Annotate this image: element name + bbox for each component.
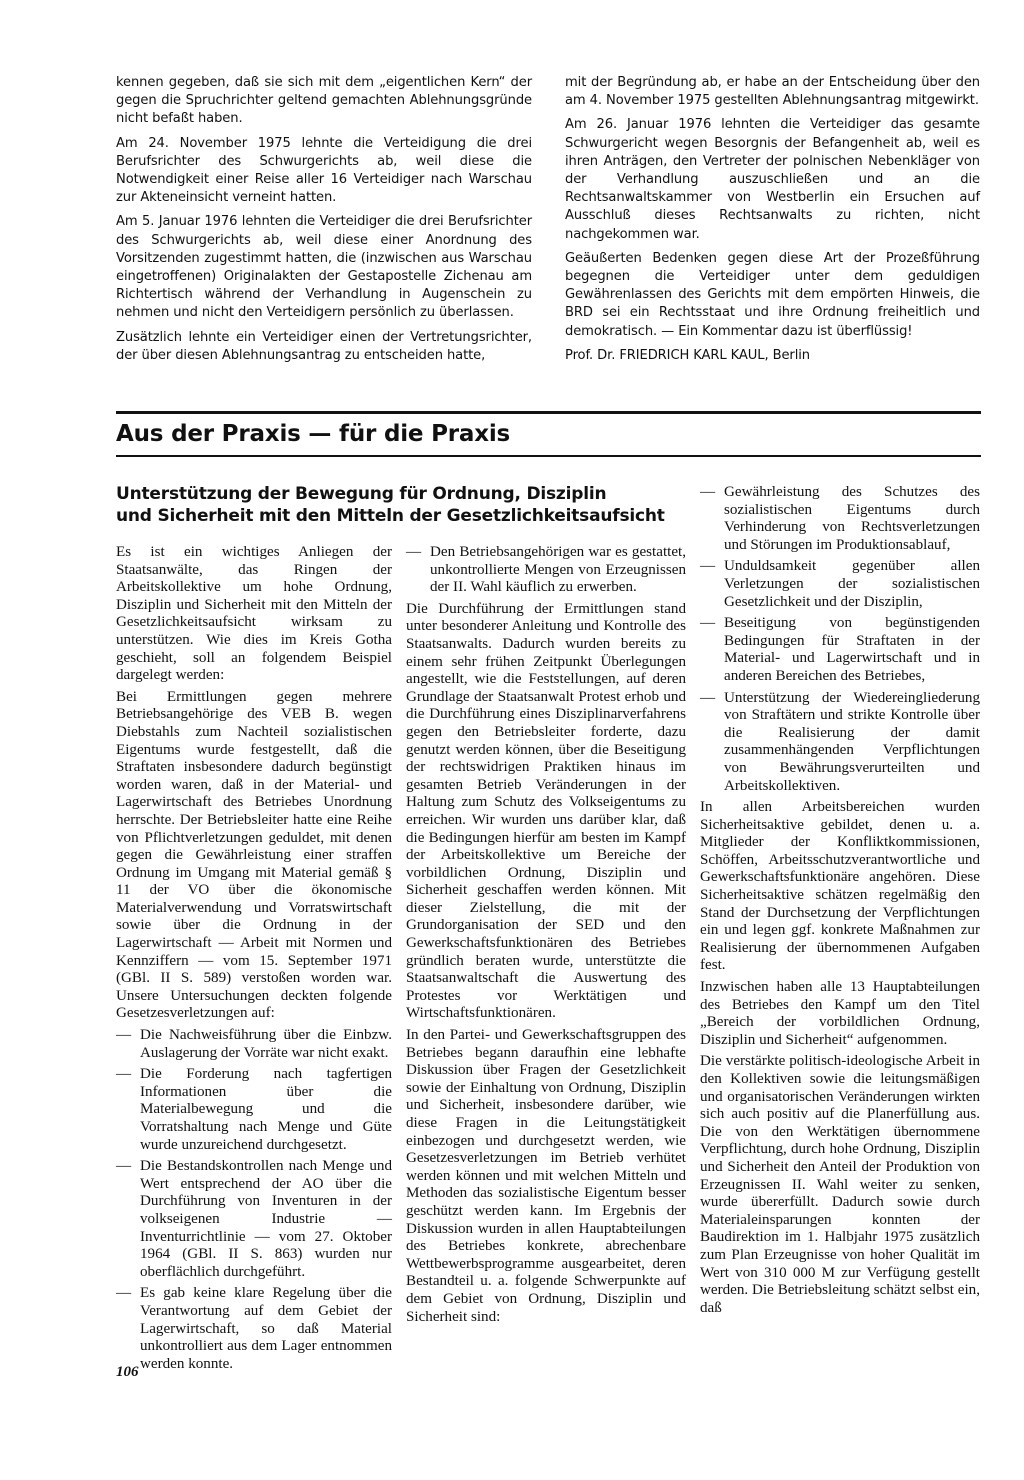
paragraph: Inzwischen haben alle 13 Hauptabteilungen des Betriebes den Kampf um den Titel „Bereich der vorbildlichen Ordnung, Disziplin und Sicherheit“ aufgenommen. xyxy=(700,979,980,1048)
author-signature: Prof. Dr. FRIEDRICH KARL KAUL, Berlin xyxy=(565,347,810,363)
list-item xyxy=(116,1066,392,1154)
list-item-text: Den Betriebsangehörigen war es gestattet, unkontrollierte Mengen von Erzeugnissen der II. Wahl käuflich zu erwerben. xyxy=(430,544,686,596)
list-item xyxy=(700,558,980,611)
list-item xyxy=(700,484,980,554)
list-item-text: Die Bestandskontrollen nach Menge und Wert entsprechend der AO über die Durchführung von Inventuren in der volkseigenen Industrie — Inventurrichtlinie — vom 27. Oktober 1964 (GBl. II S. 863) wurden nur oberflächlich durchgeführt. xyxy=(140,1158,392,1280)
paragraph: Zusätzlich lehnte ein Verteidiger einen der Vertretungsrichter, der über diesen Ablehnungsantrag zu entscheiden hatte, xyxy=(116,329,532,363)
paragraph: Am 5. Januar 1976 lehnten die Verteidiger die drei Berufsrichter des Schwurgerichts ab, weil diese einer Anordnung des Vorsitzenden zugestimmt hatten, die (inzwischen aus Warschau eingetroffenen) Originalakten der Gestapostelle Zichenau am Richtertisch während der Verhandlung in Augenschein zu nehmen und nicht den Verteidigern persönlich zu überlassen. xyxy=(116,214,532,321)
paragraph: Geäußerten Bedenken gegen diese Art der Prozeßführung begegnen die Verteidiger unter dem geduldigen Gewährenlassen des Gerichts mit dem empörten Hinweis, die BRD sei ein Rechtsstaat und ihre Ordnung freiheitlich und demokratisch. — Ein Kommentar dazu ist überflüssig! xyxy=(565,250,980,339)
dash-marker: — xyxy=(700,615,716,632)
article-column-3 xyxy=(700,484,980,1321)
list-item xyxy=(116,1158,392,1281)
list-item xyxy=(116,1285,392,1373)
list-item-text: Die Nachweisführung über die Einbzw. Auslagerung der Vorräte war nicht exakt. xyxy=(140,1027,392,1061)
article-title-line-1: Unterstützung der Bewegung für Ordnung, Disziplin xyxy=(116,484,607,504)
paragraph: In den Partei- und Gewerkschaftsgruppen des Betriebes begann daraufhin eine lebhafte Diskussion über Fragen der Gesetzlichkeit sowie der Einhaltung von Ordnung, Disziplin und Sicherheit, insbesondere darüber, wie diese Fragen in die Leitungstätigkeit einbezogen und durchgesetzt werden, wie Gesetzesverletzungen im Betrieb verhütet werden können und mit welchen Mitteln und Methoden das sozialistische Eigentum besser geschützt werden kann. Im Ergebnis der Diskussion wurden in allen Hauptabteilungen des Betriebes konkrete, abrechenbare Wettbewerbsprogramme ausgearbeitet, deren Bestandteil u. a. folgende Schwerpunkte auf dem Gebiet von Ordnung, Disziplin und Sicherheit sind: xyxy=(406,1027,686,1325)
paragraph: Am 24. November 1975 lehnte die Verteidigung die drei Berufsrichter des Schwurgerichts ab, weil diese die Notwendigkeit einer Reise aller 16 Verteidiger nach Warschau zur Akteneinsicht verneint hatten. xyxy=(116,135,532,206)
paragraph: Bei Ermittlungen gegen mehrere Betriebsangehörige des VEB B. wegen Diebstahls zum Nachteil sozialistischen Eigentums wurde festgestellt, daß die Straftaten insbesondere dadurch begünstigt worden waren, daß in der Material- und Lagerwirtschaft des Betriebes Unordnung herrschte. Der Betriebsleiter hatte eine Reihe von Pflichtverletzungen geduldet, mit denen gegen die Gewährleistung einer straffen Ordnung im Umgang mit Material gemäß § 11 der VO über die ökonomische Materialverwendung und Vorratswirtschaft sowie über die Ordnung in der Lagerwirtschaft — Arbeit mit Normen und Kennziffern — vom 15. September 1971 (GBl. II S. 589) verstoßen worden war. Unsere Untersuchungen deckten folgende Gesetzesverletzungen auf: xyxy=(116,688,392,1022)
list-item-text: Unterstützung der Wiedereingliederung von Straftätern und strikte Kontrolle über die Realisierung der damit zusammenhängenden Verpflichtungen von Bewährungsverurteilten und Arbeitskollektiven. xyxy=(724,689,980,794)
article-title-line-2: und Sicherheit mit den Mitteln der Gesetzlichkeitsaufsicht xyxy=(116,506,665,526)
list-item xyxy=(700,690,980,796)
paragraph: kennen gegeben, daß sie sich mit dem „eigentlichen Kern“ der gegen die Spruchrichter geltend gemachten Ablehnungsgründe nicht befaßt haben. xyxy=(116,75,532,127)
section-rule-bottom xyxy=(116,455,981,457)
paragraph: Die Durchführung der Ermittlungen stand unter besonderer Anleitung und Kontrolle des Staatsanwalts. Dadurch wurden bereits zu einem sehr frühen Zeitpunkt Überlegungen angestellt, wie die Feststellungen, auf deren Grundlage der Staatsanwalt Protest erhob und die Durchführung eines Disziplinarverfahrens gegen den Betriebsleiter forderte, dazu genutzt werden können, über die Beseitigung der rechtswidrigen Praktiken hinaus im gesamten Betrieb Veränderungen in der Haltung zum Schutz des Volkseigentums zu erreichen. Wir wurden uns darüber klar, daß die Bedingungen hierfür am besten im Kampf der Arbeitskollektive um Bereiche der vorbildlichen Ordnung, Disziplin und Sicherheit geschaffen werden können. Mit dieser Zielstellung, die mit der Grundorganisation der SED und den Gewerkschaftsfunktionären des Betriebes gründlich beraten wurde, unterstützte die Staatsanwaltschaft die Auswertung des Protestes vor Werktätigen und Wirtschaftsfunktionären. xyxy=(406,600,686,1022)
paragraph: Die verstärkte politisch-ideologische Arbeit in den Kollektiven sowie die leitungsmäßigen und organisatorischen Veränderungen wirkten sich auch positiv auf die Planerfüllung aus. Die von den Werktätigen übernommene Verpflichtung, durch hohe Ordnung, Disziplin und Sicherheit den Anteil der Produktion von Erzeugnissen II. Wahl weiter zu senken, wurde übererfüllt. Dadurch sowie durch Materialeinsparungen konnten der Baudirektion im 1. Halbjahr 1975 zusätzlich zum Plan Erzeugnisse von hoher Qualität im Wert von 310 000 M zur Verfügung gestellt werden. Die Betriebsleitung schätzt selbst ein, daß xyxy=(700,1053,980,1316)
list-item xyxy=(406,544,686,597)
list-item-text: Es gab keine klare Regelung über die Verantwortung auf dem Gebiet der Lagerwirtschaft, so daß Material unkontrolliert aus dem Lager entnommen werden konnte. xyxy=(140,1285,392,1372)
list-item-text: Unduldsamkeit gegenüber allen Verletzungen der sozialistischen Gesetzlichkeit und der Disziplin, xyxy=(724,558,980,610)
list-item-text: Beseitigung von begünstigenden Bedingungen für Straftaten in der Material- und Lagerwirtschaft und in anderen Bereichen des Betriebes, xyxy=(724,615,980,684)
paragraph: mit der Begründung ab, er habe an der Entscheidung über den am 4. November 1975 gestellten Ablehnungsantrag mitgewirkt. xyxy=(565,75,980,109)
list-item-text: Gewährleistung des Schutzes des sozialistischen Eigentums durch Verhinderung von Rechtsverletzungen und Störungen im Produktionsablauf, xyxy=(724,484,980,553)
list-item xyxy=(116,1027,392,1062)
article-column-1 xyxy=(116,544,392,1377)
paragraph: In allen Arbeitsbereichen wurden Sicherheitsaktive gebildet, denen u. a. Mitglieder der Konfliktkommissionen, Schöffen, Arbeitsschutzverantwortliche und Gewerkschaftsfunktionäre angehören. Diese Sicherheitsaktive schätzen regelmäßig den Stand der Durchsetzung der Verpflichtungen ein und legen ggf. konkrete Maßnahmen zur Realisierung der übernommenen Aufgaben fest. xyxy=(700,799,980,974)
top-left-column xyxy=(116,74,532,371)
dash-marker: — xyxy=(406,544,422,560)
dash-marker: — xyxy=(700,484,716,500)
section-title: Aus der Praxis — für die Praxis xyxy=(116,421,511,447)
dash-marker: — xyxy=(116,1027,132,1044)
page-number: 106 xyxy=(116,1364,139,1380)
article-column-2 xyxy=(406,544,686,1330)
section-rule-top xyxy=(116,411,981,414)
dash-marker: — xyxy=(116,1158,132,1175)
dash-marker: — xyxy=(700,689,716,706)
dash-marker: — xyxy=(700,558,716,575)
list-item-text: Die Forderung nach tagfertigen Informationen über die Materialbewegung und die Vorratshaltung nach Menge und Güte wurde unzureichend durchgesetzt. xyxy=(140,1066,392,1153)
paragraph: Es ist ein wichtiges Anliegen der Staatsanwälte, das Ringen der Arbeitskollektive um hohe Ordnung, Disziplin und Sicherheit mit den Mitteln der Gesetzlichkeitsaufsicht wirksam zu unterstützen. Wie dies im Kreis Gotha geschieht, soll an folgendem Beispiel dargelegt werden: xyxy=(116,544,392,684)
dash-marker: — xyxy=(116,1285,132,1302)
list-item xyxy=(700,615,980,685)
top-right-column xyxy=(565,74,980,371)
article-title xyxy=(116,483,716,527)
paragraph: Am 26. Januar 1976 lehnten die Verteidiger das gesamte Schwurgericht wegen Besorgnis der Befangenheit ab, weil es ihren Anträgen, den Vertreter der polnischen Nebenkläger von der Verhandlung auszuschließen und an die Rechtsanwaltskammer von Westberlin ein Ersuchen auf Ausschluß dieses Rechtsanwalts zu richten, nicht nachgekommen war. xyxy=(565,117,980,242)
dash-marker: — xyxy=(116,1066,132,1083)
